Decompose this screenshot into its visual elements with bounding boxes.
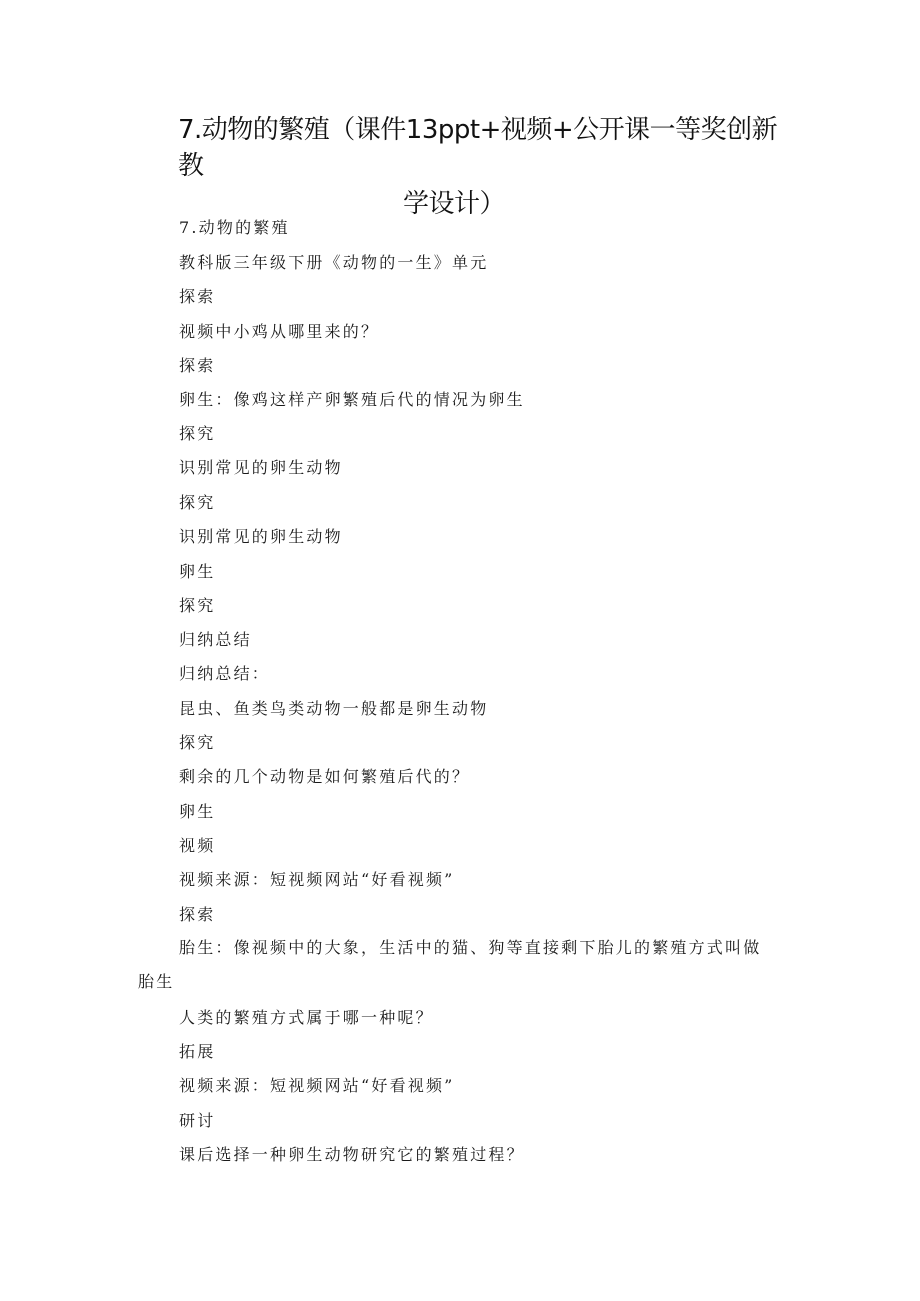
document-title xyxy=(178,112,778,222)
paragraph: 课后选择一种卵生动物研究它的繁殖过程？ xyxy=(179,1145,525,1164)
paragraph: 视频 xyxy=(179,836,216,855)
paragraph: 昆虫、鱼类鸟类动物一般都是卵生动物 xyxy=(179,699,489,718)
paragraph: 探索 xyxy=(179,356,216,375)
paragraph: 卵生 xyxy=(179,562,216,581)
paragraph: 人类的繁殖方式属于哪一种呢？ xyxy=(179,1008,434,1027)
paragraph: 归纳总结 xyxy=(179,630,252,649)
paragraph-wrapped: 胎生：像视频中的大象，生活中的猫、狗等直接剩下胎儿的繁殖方式叫做胎生 xyxy=(138,938,762,992)
paragraph: 探究 xyxy=(179,493,216,512)
title-line-2: 学设计） xyxy=(403,189,506,219)
paragraph: 归纳总结： xyxy=(179,664,271,683)
title-line-1: 7.动物的繁殖（课件13ppt+视频+公开课一等奖创新教 xyxy=(178,115,778,181)
paragraph: 卵生 xyxy=(179,802,216,821)
paragraph: 拓展 xyxy=(179,1042,216,1061)
paragraph: 7.动物的繁殖 xyxy=(179,218,290,237)
paragraph: 探索 xyxy=(179,905,216,924)
paragraph: 视频来源：短视频网站“好看视频” xyxy=(179,1076,455,1095)
paragraph: 视频来源：短视频网站“好看视频” xyxy=(179,870,455,889)
paragraph: 识别常见的卵生动物 xyxy=(179,527,343,546)
paragraph: 探究 xyxy=(179,733,216,752)
paragraph: 探究 xyxy=(179,424,216,443)
paragraph: 探索 xyxy=(179,287,216,306)
paragraph: 卵生：像鸡这样产卵繁殖后代的情况为卵生 xyxy=(179,390,525,409)
paragraph: 识别常见的卵生动物 xyxy=(179,458,343,477)
paragraph: 剩余的几个动物是如何繁殖后代的？ xyxy=(179,767,471,786)
paragraph: 视频中小鸡从哪里来的？ xyxy=(179,322,380,341)
paragraph: 教科版三年级下册《动物的一生》单元 xyxy=(179,253,489,272)
paragraph: 研讨 xyxy=(179,1111,216,1130)
paragraph: 探究 xyxy=(179,596,216,615)
